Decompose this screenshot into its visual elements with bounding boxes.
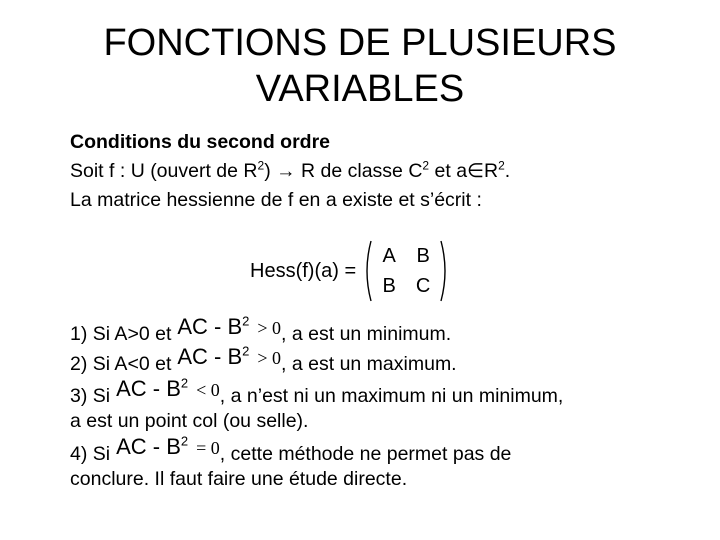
slide-body [70,128,700,215]
condition-suffix: , a est un minimum. [281,323,452,345]
condition-prefix: 1) Si A>0 et [70,323,172,345]
condition-prefix: 4) Si [70,443,111,465]
expr-base: AC - B [116,376,181,401]
condition-2 [70,343,457,376]
title-line-1: FONCTIONS DE PLUSIEURS [103,22,617,64]
hessian-matrix [372,241,440,301]
matrix-cell: C [415,275,431,297]
right-paren [440,240,450,302]
left-paren [362,240,372,302]
hessian-label: Hess(f)(a) = [250,259,357,282]
intro-text-d: . [504,160,511,182]
condition-4 [70,433,512,466]
intro-sup-2: 2 [422,158,430,173]
condition-expr [177,314,249,340]
condition-1 [70,313,452,346]
intro-line-2: La matrice hessienne de f en a existe et s’écrit : [70,189,482,211]
intro-sup-1: 2 [257,158,265,173]
condition-prefix: 2) Si A<0 et [70,353,172,375]
condition-expr [177,344,249,370]
condition-3 [70,375,564,408]
expr-base: AC - B [116,434,181,459]
condition-suffix: , a est un maximum. [281,353,457,375]
condition-3-continuation: a est un point col (ou selle). [70,410,309,432]
expr-base: AC - B [177,314,243,339]
section-heading: Conditions du second ordre [70,131,331,153]
slide-title [0,20,720,112]
expr-exp: 2 [180,433,189,449]
condition-ineq: < 0 [196,380,220,400]
intro-text-a: Soit f : U (ouvert de R [70,160,258,182]
expr-exp: 2 [242,343,250,359]
condition-ineq: = 0 [196,438,220,458]
matrix-cell: B [416,245,430,267]
expr-base: AC - B [177,344,243,369]
intro-line-1 [70,157,700,186]
condition-ineq: > 0 [257,318,282,338]
matrix-cell: B [382,275,396,297]
condition-expr [116,376,188,402]
expr-exp: 2 [242,313,250,329]
condition-ineq: > 0 [257,348,282,368]
condition-4-continuation: conclure. Il faut faire une étude directe. [70,468,408,490]
intro-text-b: ) → R de classe C [264,160,423,182]
condition-expr [116,434,188,460]
condition-prefix: 3) Si [70,385,111,407]
condition-suffix: , a n’est ni un maximum ni un minimum, [219,385,564,407]
expr-exp: 2 [180,375,189,391]
matrix-cell: A [382,245,396,267]
title-line-2: VARIABLES [255,68,465,110]
hessian-formula [250,238,450,304]
intro-sup-3: 2 [498,158,505,173]
intro-text-c: et a∈R [429,160,499,182]
condition-suffix: , cette méthode ne permet pas de [219,443,512,465]
